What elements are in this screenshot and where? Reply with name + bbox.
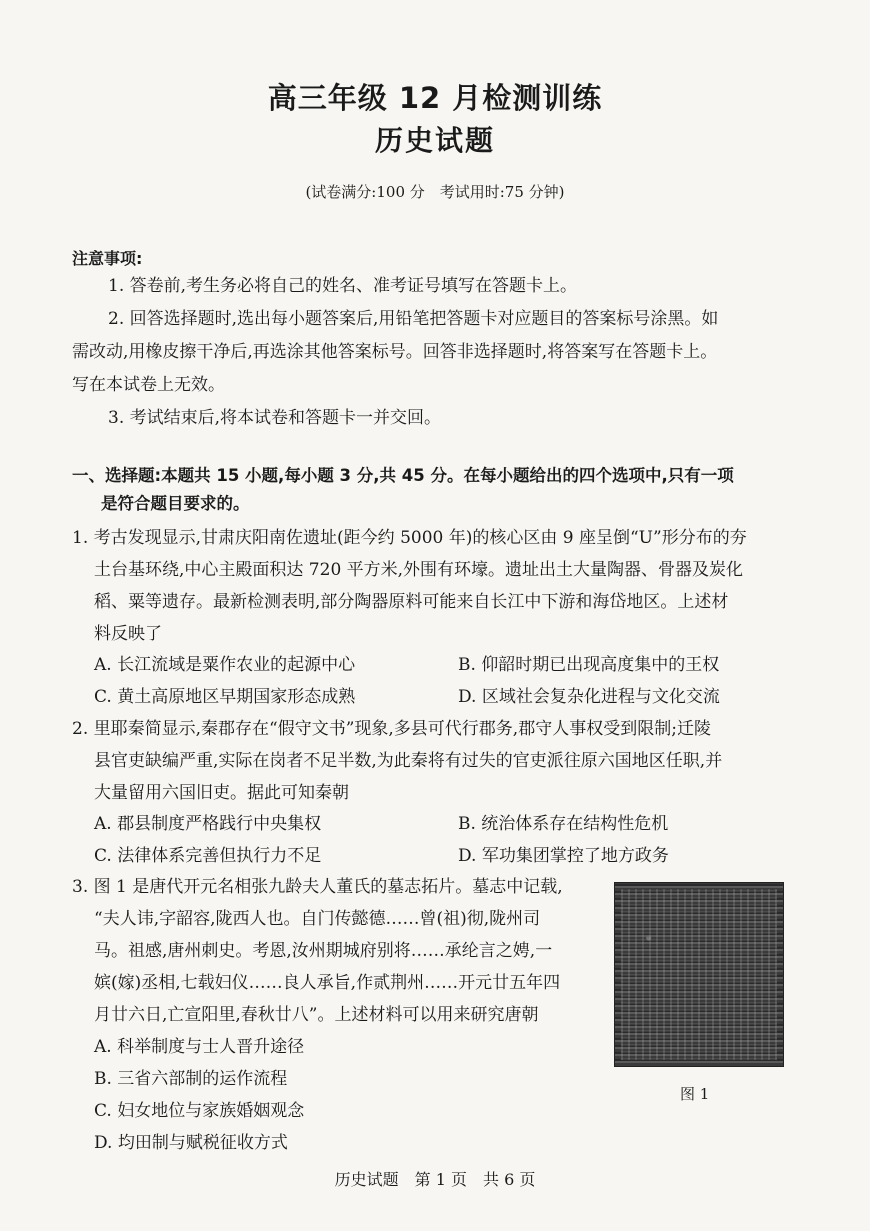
question-3-option-c: C. 妇女地位与家族婚姻观念 [94,1101,305,1121]
question-3-text: “夫人讳,字韶容,陇西人也。自门传懿德……曾(祖)彻,陇州司 [94,909,541,929]
section-heading: 一、选择题:本题共 15 小题,每小题 3 分,共 45 分。在每小题给出的四个选项中,只有一项 [72,466,734,485]
figure-caption: 图 1 [680,1085,710,1103]
question-3-text: 马。祖感,唐州刺史。考恩,汝州期城府别将……承纶言之娉,一 [94,941,553,961]
notice-heading: 注意事项: [72,249,143,268]
question-2-option-d: D. 军功集团掌控了地方政务 [458,846,669,866]
question-3-option-d: D. 均田制与赋税征收方式 [94,1133,288,1153]
question-1-text: 料反映了 [94,624,162,644]
question-3-option-a: A. 科举制度与士人晋升途径 [94,1037,305,1057]
notice-line: 写在本试卷上无效。 [72,375,225,395]
epitaph-rubbing-image [614,882,784,1067]
question-3-text: 嫔(嫁)丞相,七载妇仪……良人承旨,作贰荆州……开元廿五年四 [94,973,561,993]
question-1-text: 稻、粟等遗存。最新检测表明,部分陶器原料可能来自长江中下游和海岱地区。上述材 [94,592,729,612]
exam-subject: 历史试题 [374,124,495,157]
question-1-option-a: A. 长江流域是粟作农业的起源中心 [94,655,356,675]
notice-line: 需改动,用橡皮擦干净后,再选涂其他答案标号。回答非选择题时,将答案写在答题卡上。 [72,342,718,362]
question-3-option-b: B. 三省六部制的运作流程 [94,1069,288,1089]
page-footer: 历史试题 第 1 页 共 6 页 [334,1170,536,1189]
question-3-text: 3. 图 1 是唐代开元名相张九龄夫人董氏的墓志拓片。墓志中记载, [72,877,563,897]
question-2-option-c: C. 法律体系完善但执行力不足 [94,846,322,866]
section-heading-cont: 是符合题目要求的。 [101,494,250,513]
question-2-text: 2. 里耶秦简显示,秦郡存在“假守文书”现象,多县可代行郡务,郡守人事权受到限制;迁陵 [72,719,711,739]
question-1-option-d: D. 区域社会复杂化进程与文化交流 [458,687,720,707]
question-2-text: 县官吏缺编严重,实际在岗者不足半数,为此秦将有过失的官吏派往原六国地区任职,并 [94,751,723,771]
question-1-text: 1. 考古发现显示,甘肃庆阳南佐遗址(距今约 5000 年)的核心区由 9 座呈倒“U”形分布的夯 [72,528,747,548]
notice-line: 1. 答卷前,考生务必将自己的姓名、准考证号填写在答题卡上。 [108,276,578,296]
question-2-option-b: B. 统治体系存在结构性危机 [458,814,669,834]
question-1-text: 土台基环绕,中心主殿面积达 720 平方米,外围有环壕。遗址出土大量陶器、骨器及炭化 [94,560,744,580]
exam-title: 高三年级 12 月检测训练 [267,81,603,115]
question-2-text: 大量留用六国旧吏。据此可知秦朝 [94,783,349,803]
question-1-option-b: B. 仰韶时期已出现高度集中的王权 [458,655,720,675]
question-3-text: 月廿六日,亡宣阳里,春秋廿八”。上述材料可以用来研究唐朝 [94,1005,539,1025]
notice-line: 3. 考试结束后,将本试卷和答题卡一并交回。 [108,408,442,428]
question-1-option-c: C. 黄土高原地区早期国家形态成熟 [94,687,356,707]
notice-line: 2. 回答选择题时,选出每小题答案后,用铅笔把答题卡对应题目的答案标号涂黑。如 [108,309,719,329]
question-2-option-a: A. 郡县制度严格践行中央集权 [94,814,322,834]
exam-meta: (试卷满分:100 分 考试用时:75 分钟) [305,183,565,201]
